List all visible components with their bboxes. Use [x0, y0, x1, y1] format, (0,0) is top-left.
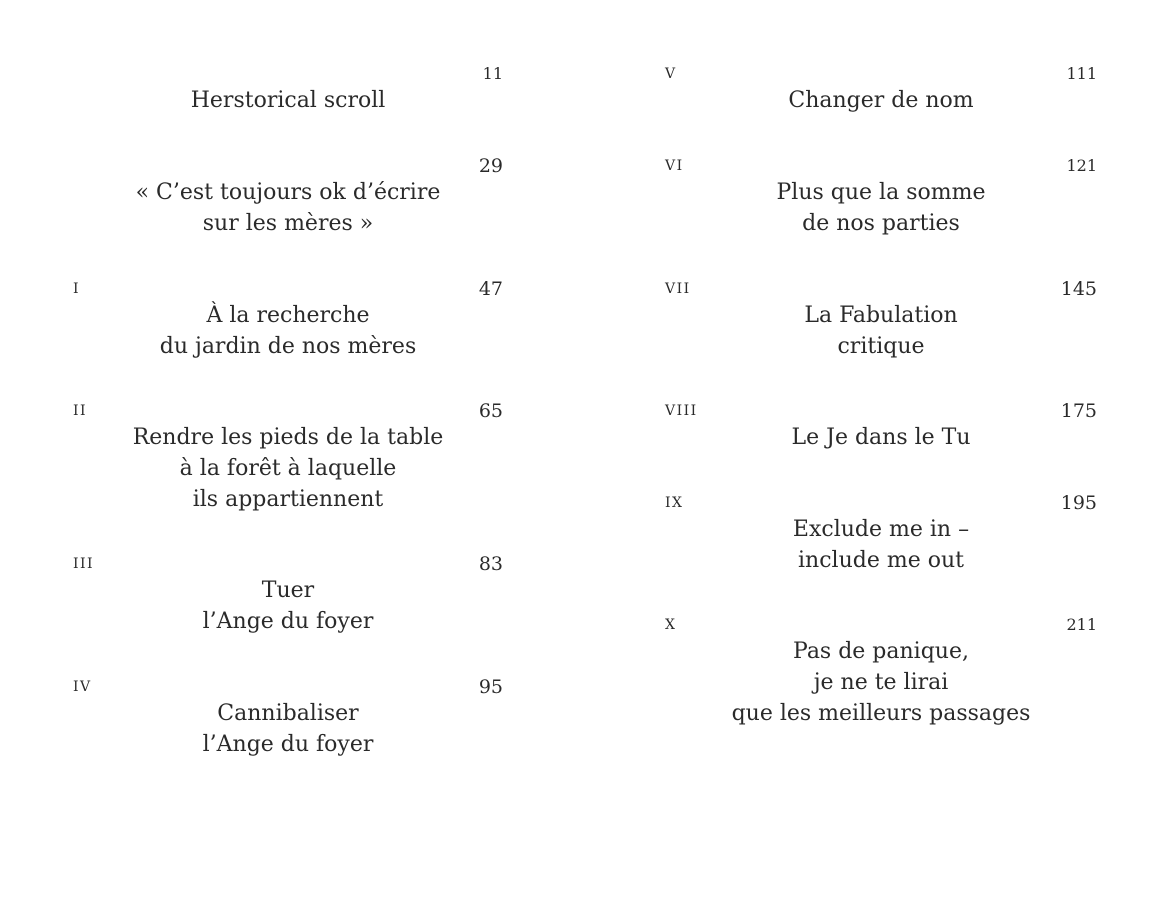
chapter-title-line: l’Ange du foyer	[202, 609, 374, 634]
chapter-title-line: La Fabulation	[804, 303, 958, 328]
chapter-number: I	[73, 281, 81, 297]
chapter-title-line: que les meilleurs passages	[731, 701, 1031, 726]
chapter-title-line: je ne te lirai	[813, 670, 949, 695]
toc-entry	[73, 63, 503, 123]
page-number: 145	[1060, 278, 1097, 300]
chapter-title-line: « C’est toujours ok d’écrire	[135, 180, 441, 205]
chapter-number: II	[73, 403, 88, 419]
page-number: 83	[478, 553, 503, 575]
chapter-title-line: Le Je dans le Tu	[791, 425, 971, 450]
page-number: 95	[478, 676, 503, 698]
page-number: 29	[478, 155, 503, 177]
chapter-title	[665, 177, 1097, 239]
toc-entry	[665, 278, 1097, 368]
chapter-number: VIII	[665, 403, 698, 419]
chapter-number: VII	[665, 281, 691, 297]
chapter-title-line: Exclude me in –	[792, 517, 970, 542]
chapter-title-line: include me out	[798, 548, 964, 573]
page-number: 11	[482, 64, 503, 83]
chapter-title	[73, 85, 503, 116]
chapter-title	[73, 422, 503, 515]
chapter-title-line: Changer de nom	[788, 88, 974, 113]
page-number: 111	[1066, 64, 1097, 83]
page-number: 47	[478, 278, 503, 300]
chapter-title-line: À la recherche	[206, 303, 370, 328]
chapter-number: X	[665, 617, 677, 633]
chapter-title-line: à la forêt à laquelle	[179, 456, 397, 481]
chapter-title-line: l’Ange du foyer	[202, 732, 374, 757]
chapter-title-line: critique	[837, 334, 925, 359]
page-number: 195	[1060, 492, 1097, 514]
toc-entry	[73, 155, 503, 245]
chapter-title	[665, 422, 1097, 453]
chapter-title-line: Herstorical scroll	[190, 88, 386, 113]
chapter-number: VI	[665, 158, 684, 174]
chapter-title-line: Plus que la somme	[776, 180, 986, 205]
chapter-title	[665, 514, 1097, 576]
toc-entry	[665, 400, 1097, 460]
chapter-title	[73, 300, 503, 362]
toc-entry	[665, 63, 1097, 123]
toc-entry	[73, 553, 503, 643]
toc-entry	[73, 400, 503, 520]
chapter-number: IX	[665, 495, 684, 511]
chapter-number: III	[73, 556, 95, 572]
chapter-title	[73, 575, 503, 637]
chapter-number: V	[665, 66, 677, 82]
toc-entry	[73, 278, 503, 368]
page-number: 121	[1066, 156, 1097, 175]
chapter-title-line: de nos parties	[802, 211, 960, 236]
chapter-title	[665, 85, 1097, 116]
chapter-title-line: Pas de panique,	[793, 639, 969, 664]
chapter-title-line: Tuer	[261, 578, 315, 603]
chapter-title	[73, 698, 503, 760]
chapter-title-line: du jardin de nos mères	[159, 334, 417, 359]
toc-entry	[665, 155, 1097, 245]
toc-entry	[665, 492, 1097, 582]
chapter-title	[73, 177, 503, 239]
chapter-number: IV	[73, 679, 92, 695]
chapter-title-line: ils appartiennent	[192, 487, 384, 512]
toc-entry	[665, 614, 1097, 734]
page-number: 65	[478, 400, 503, 422]
chapter-title-line: sur les mères »	[202, 211, 374, 236]
toc-entry	[73, 676, 503, 766]
chapter-title-line: Rendre les pieds de la table	[132, 425, 444, 450]
page-number: 175	[1060, 400, 1097, 422]
chapter-title	[665, 300, 1097, 362]
page-number: 211	[1066, 615, 1097, 634]
chapter-title-line: Cannibaliser	[217, 701, 359, 726]
chapter-title	[665, 636, 1097, 729]
